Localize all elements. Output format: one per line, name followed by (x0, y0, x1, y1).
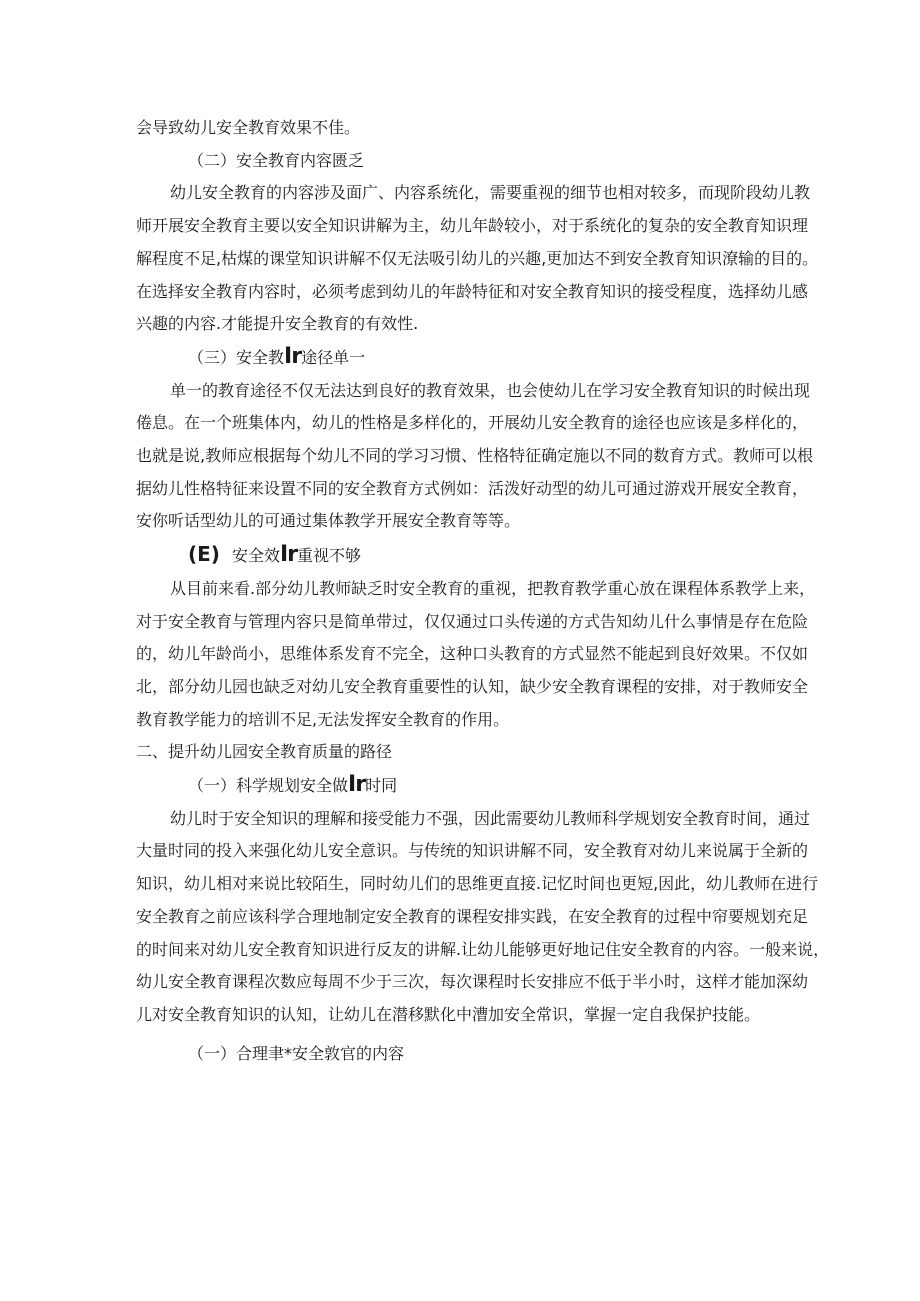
ocr-artifact-mark: Ir (279, 542, 298, 568)
ocr-artifact-mark: Ir (348, 772, 366, 798)
paragraph-intro-tail (136, 112, 786, 145)
text-line: 从目前来看.部分幼儿教师缺乏时安全教育的重视，把教育教学重心放在课程体系教学上来， (170, 578, 816, 598)
heading-prefix: （三）安全教 (188, 347, 285, 367)
heading-insufficient-attention (136, 538, 786, 573)
heading-suffix: 途径单一 (301, 347, 366, 367)
text-line: 也就是说,教师应根据每个幼儿不同的学习习惯、性格特征确定施以不同的数育方式。教师可以根 (136, 446, 814, 466)
heading-insufficient-content: （二）安全教育内容匮乏 (188, 150, 365, 170)
text-line: 的，幼儿年龄尚小，思维体系发育不完全，这种口头教育的方式显然不能起到良好效果。不仅如 (136, 644, 809, 664)
text-line: 儿对安全教育知识的认知，让幼儿在潜移默化中漕加安全常识，掌握一定自我保护技能。 (136, 1004, 761, 1024)
ocr-artifact-mark: Ir (284, 343, 302, 369)
paragraph-plan-time (136, 803, 830, 1032)
heading-reasonable-content: （一）合理聿*安全敦官的内容 (188, 1043, 405, 1063)
text-line: 幼儿安全教育课程次数应每周不少于三次，每次课程时长安排应不低于半小时，这样才能加深幼 (136, 972, 809, 992)
body-text (136, 112, 830, 1070)
text-line: 幼儿时于安全知识的理解和接受能力不强，因此需要幼儿教师科学规划安全教育时间，通过 (170, 808, 811, 828)
text-line: 的时间来对幼儿安全教育知识进行反友的讲解.让幼儿能够更好地记住安全教育的内容。一般来说， (136, 939, 830, 959)
text-line: 在选择安全教育内容时，必须考虑到幼儿的年龄特征和对安全教育知识的接受程度，选择幼儿感 (136, 281, 809, 301)
text-line: 北，部分幼儿园也缺乏对幼儿安全教育重要性的认知，缺少安全教育课程的安排，对于教师安全 (136, 676, 809, 696)
text-line: 解程度不足,枯煤的课堂知识讲解不仅无法吸引幼儿的兴趣,更加达不到安全教育知识潦输的目的。 (136, 248, 819, 268)
heading-plan-time (136, 769, 786, 803)
text-line: 对于安全教育与管理内容只是简单带过，仅仅通过口头传递的方式告知幼儿什么事情是存在危险 (136, 611, 809, 631)
text-line: 大量时同的投入来强化幼儿安全意识。与传统的知识讲解不同，安全教育对幼儿来说属于全新的 (136, 841, 809, 861)
text-line: 安你听话型幼儿的可通过集体教学开展安全教育等等。 (136, 511, 521, 531)
text-line: 师开展安全教育主要以安全知识讲解为主，幼儿年龄较小，对于系统化的复杂的安全教育知识理 (136, 216, 809, 236)
heading-suffix: 重视不够 (297, 546, 362, 566)
heading-single-path (136, 341, 786, 375)
heading-section-two: 二、提升幼儿园安全教育质量的路径 (136, 742, 393, 762)
text-line: 幼儿安全教育的内容涉及面广、内容系统化，需要重视的细节也相对较多，而现阶段幼儿教 (170, 183, 811, 203)
text-line: 据幼儿性格特征来设置不同的安全教育方式例如：活泼好动型的幼儿可通过游戏开展安全教育， (136, 478, 809, 498)
heading-prefix: 安全效 (231, 546, 280, 566)
text-line: 会导致幼儿安全教育效果不佳。 (136, 118, 361, 137)
paragraph-content (136, 177, 819, 341)
heading-prefix: （一）科学规划安全做 (188, 776, 349, 796)
text-line: 单一的教育途径不仅无法达到良好的教育效果，也会使幼儿在学习安全教育知识的时候出现 (170, 380, 811, 400)
text-line: 倦息。在一个班集体内，幼儿的性格是多样化的，开展幼儿安全教育的途径也应该是多样化的， (136, 413, 809, 433)
paragraph-single-path (136, 375, 814, 539)
text-line: 知识，幼儿相对来说比较陌生，同时幼儿们的思维更直接.记忆时间也更短,因此，幼儿教师在进行 (136, 874, 819, 894)
text-line: 兴趣的内容.才能提升安全教育的有效性. (136, 314, 419, 334)
paragraph-attention (136, 573, 816, 737)
heading-suffix: 时同 (365, 776, 398, 796)
heading-number-mark: (E) (188, 542, 220, 567)
text-line: 教育教学能力的培训不足,无法发挥安全教育的作用。 (136, 709, 510, 729)
text-line: 安全教育之前应该科学合理地制定安全教育的课程安排实践，在安全教育的过程中帘要规划充足 (136, 906, 809, 926)
